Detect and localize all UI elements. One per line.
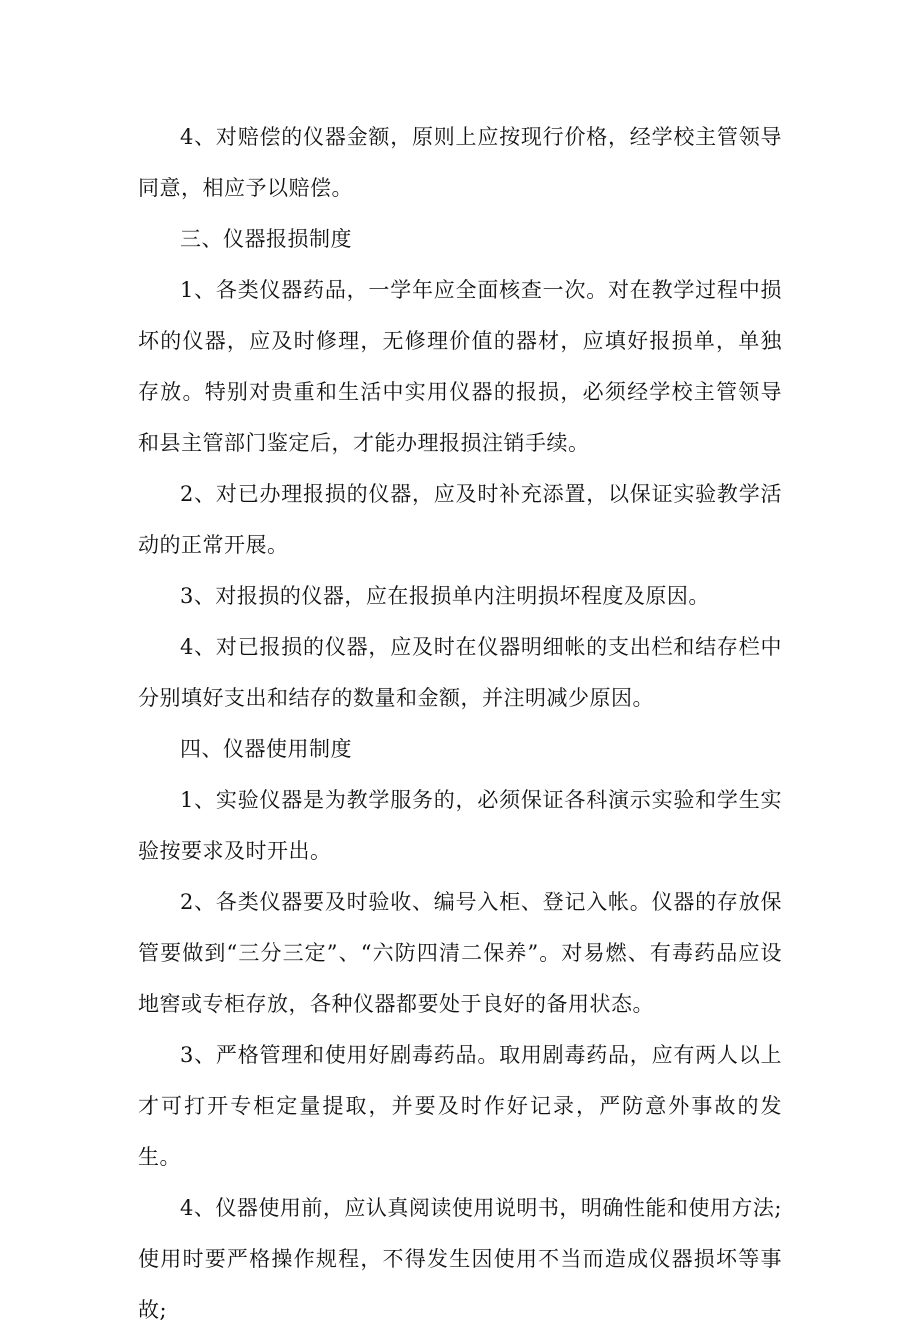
paragraph-usage-2: 2、各类仪器要及时验收、编号入柜、登记入帐。仪器的存放保管要做到“三分三定”、“六防四清二保养”。对易燃、有毒药品应设地窖或专柜存放，各种仪器都要处于良好的备用状态。	[138, 890, 782, 1016]
paragraph-damage-2: 2、对已办理报损的仪器，应及时补充添置，以保证实验教学活动的正常开展。	[138, 482, 782, 557]
paragraph-usage-1: 1、实验仪器是为教学服务的，必须保证各科演示实验和学生实验按要求及时开出。	[138, 788, 782, 863]
section-heading-damage-report: 三、仪器报损制度	[180, 227, 352, 251]
section-heading-usage: 四、仪器使用制度	[180, 737, 352, 761]
paragraph-damage-4: 4、对已报损的仪器，应及时在仪器明细帐的支出栏和结存栏中分别填好支出和结存的数量和金额，并注明减少原因。	[138, 635, 782, 710]
paragraph-compensation-4: 4、对赔偿的仪器金额，原则上应按现行价格，经学校主管领导同意，相应予以赔偿。	[138, 125, 782, 200]
document-body	[138, 112, 782, 1336]
paragraph-usage-4: 4、仪器使用前，应认真阅读使用说明书，明确性能和使用方法;使用时要严格操作规程，不得发生因使用不当而造成仪器损坏等事故;	[138, 1196, 782, 1322]
paragraph-damage-1: 1、各类仪器药品，一学年应全面核查一次。对在教学过程中损坏的仪器，应及时修理，无修理价值的器材，应填好报损单，单独存放。特别对贵重和生活中实用仪器的报损，必须经学校主管领导和县主管部门鉴定后，才能办理报损注销手续。	[138, 278, 782, 455]
paragraph-damage-3: 3、对报损的仪器，应在报损单内注明损坏程度及原因。	[180, 584, 710, 608]
paragraph-usage-3: 3、严格管理和使用好剧毒药品。取用剧毒药品，应有两人以上才可打开专柜定量提取，并要及时作好记录，严防意外事故的发生。	[138, 1043, 782, 1169]
